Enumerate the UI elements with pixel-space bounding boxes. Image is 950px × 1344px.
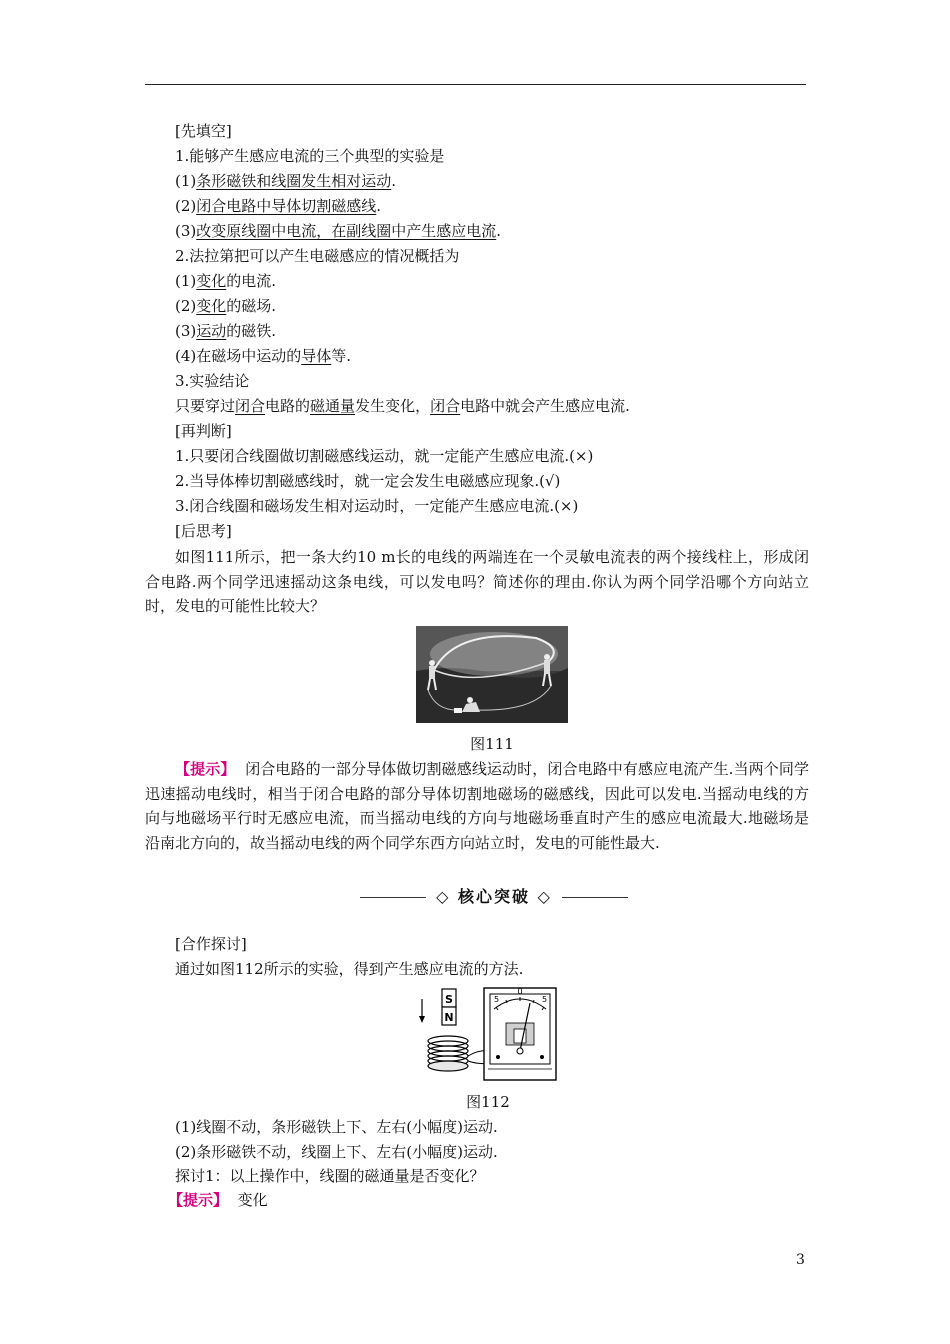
- question-1: 1.能够产生感应电流的三个典型的实验是: [175, 147, 445, 165]
- question-2: 2.法拉第把可以产生电磁感应的情况概括为: [175, 247, 460, 265]
- tip-2: 【提示】 变化: [168, 1191, 268, 1209]
- answer-2-1: (1)变化的电流.: [175, 272, 277, 290]
- section-heading-cooperate: [合作探讨]: [175, 935, 247, 953]
- answer-1-2: (2)闭合电路中导体切割磁感线.: [175, 197, 382, 215]
- answer-2-4: (4)在磁场中运动的导体等.: [175, 347, 352, 365]
- tip-label: 【提示】: [168, 1191, 229, 1209]
- judge-item-3: 3.闭合线圈和磁场发生相对运动时，一定能产生感应电流.(×): [175, 497, 579, 515]
- diamond-icon: ◇: [537, 887, 552, 906]
- page-number: 3: [796, 1252, 805, 1268]
- question-3: 3.实验结论: [175, 372, 250, 390]
- figure-111-illustration: [416, 626, 568, 723]
- tip-label: 【提示】: [175, 760, 236, 778]
- judge-item-2: 2.当导体棒切割磁感线时，就一定会发生电磁感应现象.(√): [175, 472, 561, 490]
- discussion-1: 探讨1：以上操作中，线圈的磁通量是否变化？: [175, 1167, 485, 1185]
- header-rule: [145, 84, 806, 85]
- answer-2-3: (3)运动的磁铁.: [175, 322, 277, 340]
- figure-112-caption: 图112: [466, 1093, 510, 1111]
- meter-scale-left: 5: [494, 995, 500, 1004]
- operation-1: (1)线圈不动，条形磁铁上下、左右(小幅度)运动.: [175, 1118, 498, 1136]
- meter-scale-zero: 0: [517, 987, 523, 996]
- figure-112-illustration: [414, 983, 560, 1085]
- answer-2-2: (2)变化的磁场.: [175, 297, 277, 315]
- diamond-icon: ◇: [436, 887, 451, 906]
- cooperate-intro: 通过如图112所示的实验，得到产生感应电流的方法.: [175, 960, 524, 978]
- reflect-question: 如图111所示，把一条大约10 m长的电线的两端连在一个灵敏电流表的两个接线柱上，形成闭合电路.两个同学迅速摇动这条电线，可以发电吗？简述你的理由.你认为两个同学沿哪个方向站立时，发电的可能性比较大？: [145, 548, 809, 615]
- magnet-s-label: S: [445, 993, 453, 1006]
- section-heading-judge: [再判断]: [175, 422, 232, 440]
- answer-1-1: (1)条形磁铁和线圈发生相对运动.: [175, 172, 397, 190]
- core-breakthrough-banner: ◇ 核心突破 ◇: [360, 886, 628, 910]
- section-heading-reflect: [后思考]: [175, 522, 232, 540]
- figure-111-caption: 图111: [470, 735, 514, 753]
- answer-1-3: (3)改变原线圈中电流，在副线圈中产生感应电流.: [175, 222, 502, 240]
- conclusion: 只要穿过闭合电路的磁通量发生变化，闭合电路中就会产生感应电流.: [175, 397, 630, 415]
- section-heading-fill-blank: [先填空]: [175, 122, 232, 140]
- tip-1: 【提示】 闭合电路的一部分导体做切割磁感线运动时，闭合电路中有感应电流产生.当两个同学迅速摇动电线时，相当于闭合电路的部分导体切割地磁场的磁感线，因此可以发电.当摇动电线的方向与地磁场平行时无感应电流，而当摇动电线的方向与地磁场垂直时产生的感应电流最大.地磁场是沿南北方向的，故当摇动电线的两个同学东西方向站立时，发电的可能性最大.: [145, 760, 809, 852]
- judge-item-1: 1.只要闭合线圈做切割磁感线运动，就一定能产生感应电流.(×): [175, 447, 594, 465]
- operation-2: (2)条形磁铁不动，线圈上下、左右(小幅度)运动.: [175, 1143, 498, 1161]
- meter-scale-right: 5: [542, 995, 548, 1004]
- magnet-n-label: N: [444, 1011, 454, 1024]
